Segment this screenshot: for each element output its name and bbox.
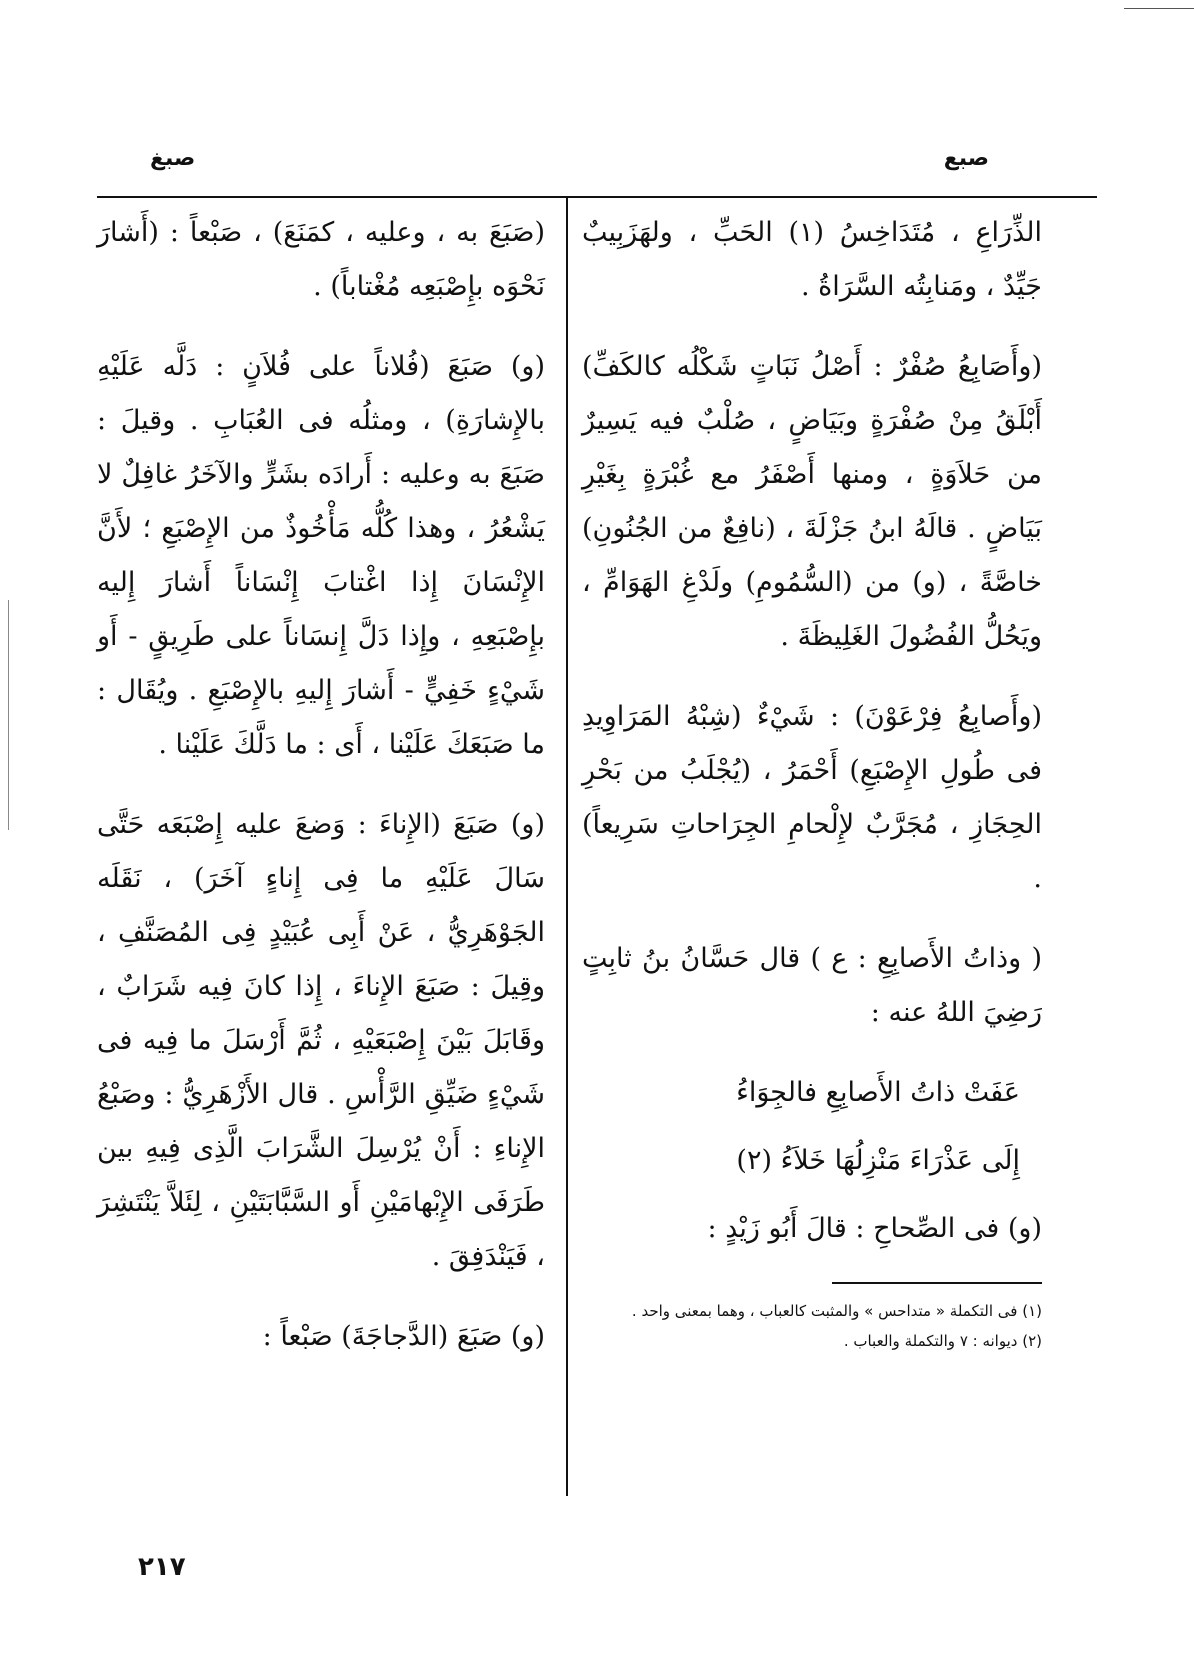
- verse-line-1: عَفَتْ ذاتُ الأَصابِعِ فالجِوَاءُ: [736, 1077, 1020, 1108]
- page-number: ٢١٧: [138, 1552, 186, 1582]
- running-head-left: صبغ: [150, 146, 196, 171]
- footnote-rule: [832, 1282, 1042, 1284]
- column-divider: [566, 196, 568, 1496]
- left-column: [97, 206, 545, 1390]
- right-column: [582, 206, 1042, 1356]
- left-paragraph-3: (و) صَبَعَ (الإِناءَ : وَضعَ عليه إِصْبَعَه حَتَّى سَالَ عَلَيْهِ ما فِى إِناءٍ آخَرَ) ، نَقَلَه الجَوْهَرِيُّ ، عَنْ أَبِى عُبَيْدٍ فِى المُصَنَّفِ ، وقِيلَ : صَبَعَ الإِناءَ ، إِذا كانَ فِيه شَرَابٌ ، وقَابَلَ بَيْنَ إِصْبَعَيْهِ ، ثُمَّ أَرْسَلَ ما فِيه فى شَيْءٍ ضَيِّقِ الرَّأْسِ . قال الأَزْهَرِيُّ : وصَبْعُ الإِناءِ : أَنْ يُرْسِلَ الشَّرَابَ الَّذِى فِيهِ بين طَرَفَى الإِبْهامَيْنِ أَو السَّبَّابَتَيْنِ ، لِئَلاَّ يَنْتَشِرَ ، فَيَنْدَفِقَ .: [97, 809, 545, 1272]
- corner-scan-mark: [1124, 8, 1194, 9]
- footnote-2: (٢) ديوانه : ٧ والتكملة والعباب .: [843, 1332, 1042, 1350]
- margin-scan-mark: [8, 600, 9, 830]
- right-paragraph-closing: (و) فى الصِّحاحِ : قالَ أَبُو زَيْدٍ :: [707, 1213, 1042, 1244]
- right-paragraph-2: (وأَصَابِعُ صُفْرٌ : أَصْلُ نَبَاتٍ شَكْلُه كالكَفِّ) أَبْلَقُ مِنْ صُفْرَةٍ وبَيَاضٍ ، صُلْبٌ فيه يَسِيرٌ من حَلاَوَةٍ ، ومنها أَصْفَرُ مع غُبْرَةٍ بِغَيْرِ بَيَاضٍ . قالَهُ ابنُ جَزْلَةَ ، (نافِعٌ من الجُنُونِ) خاصَّةً ، (و) من (السُّمُومِ) ولَدْغِ الهَوَامِّ ، ويَحُلُّ الفُضُولَ الغَلِيظَةَ .: [582, 351, 1042, 652]
- left-paragraph-2: (و) صَبَعَ (فُلاناً على فُلاَنٍ : دَلَّه عَلَيْهِ بالإِشارَةِ) ، ومثلُه فى العُبَابِ . وقيلَ : صَبَعَ به وعليه : أَرادَه بشَرٍّ والآخَرُ غافِلٌ لا يَشْعُرُ ، وهذا كُلُّه مَأْخُوذٌ من الإِصْبَعِ ؛ لأَنَّ الإِنْسَانَ إِذا اغْتابَ إِنْسَاناً أَشارَ إِليه بإِصْبَعِهِ ، وإِذا دَلَّ إِنسَاناً على طَرِيقٍ - أَو شَيْءٍ خَفِيٍّ - أَشارَ إِليهِ بالإِصْبَعِ . ويُقَال : ما صَبَعَكَ عَلَيْنا ، أَى : ما دَلَّكَ عَلَيْنا .: [97, 351, 545, 760]
- footnote-1: (١) فى التكملة « متداحس » والمثبت كالعباب ، وهما بمعنى واحد .: [631, 1302, 1042, 1320]
- footnotes: [582, 1296, 1042, 1356]
- verse-line-2: إِلَى عَذْرَاءَ مَنْزِلُهَا خَلاَءُ (٢): [736, 1145, 1020, 1176]
- running-head-right: صبع: [943, 146, 989, 171]
- header-rule: [97, 196, 1097, 198]
- left-paragraph-1: (صَبَعَ به ، وعليه ، كمَنَعَ) ، صَبْعاً : (أَشارَ نَحْوَه بإِصْبَعِه مُغْتاباً) .: [97, 217, 545, 302]
- left-paragraph-4: (و) صَبَعَ (الدَّجاجَةَ) صَبْعاً :: [262, 1321, 545, 1352]
- right-paragraph-4: ( وذاتُ الأَصابِعِ : ع ) قال حَسَّانُ بنُ ثابِتٍ رَضِيَ اللهُ عنه :: [582, 943, 1042, 1028]
- right-paragraph-1: الذِّرَاعِ ، مُتَدَاخِسُ (١) الحَبِّ ، ولهَزَبِيبٌ جَيِّدٌ ، ومَنابِتُه السَّرَاةُ .: [582, 217, 1042, 302]
- right-paragraph-3: (وأَصابِعُ فِرْعَوْنَ) : شَيْءٌ (شِبْهُ المَرَاوِيدِ فى طُولِ الإِصْبَعِ) أَحْمَرُ ، (يُجْلَبُ من بَحْرِ الحِجَازِ ، مُجَرَّبٌ لإِلْحامِ الجِرَاحاتِ سَرِيعاً) .: [582, 701, 1042, 894]
